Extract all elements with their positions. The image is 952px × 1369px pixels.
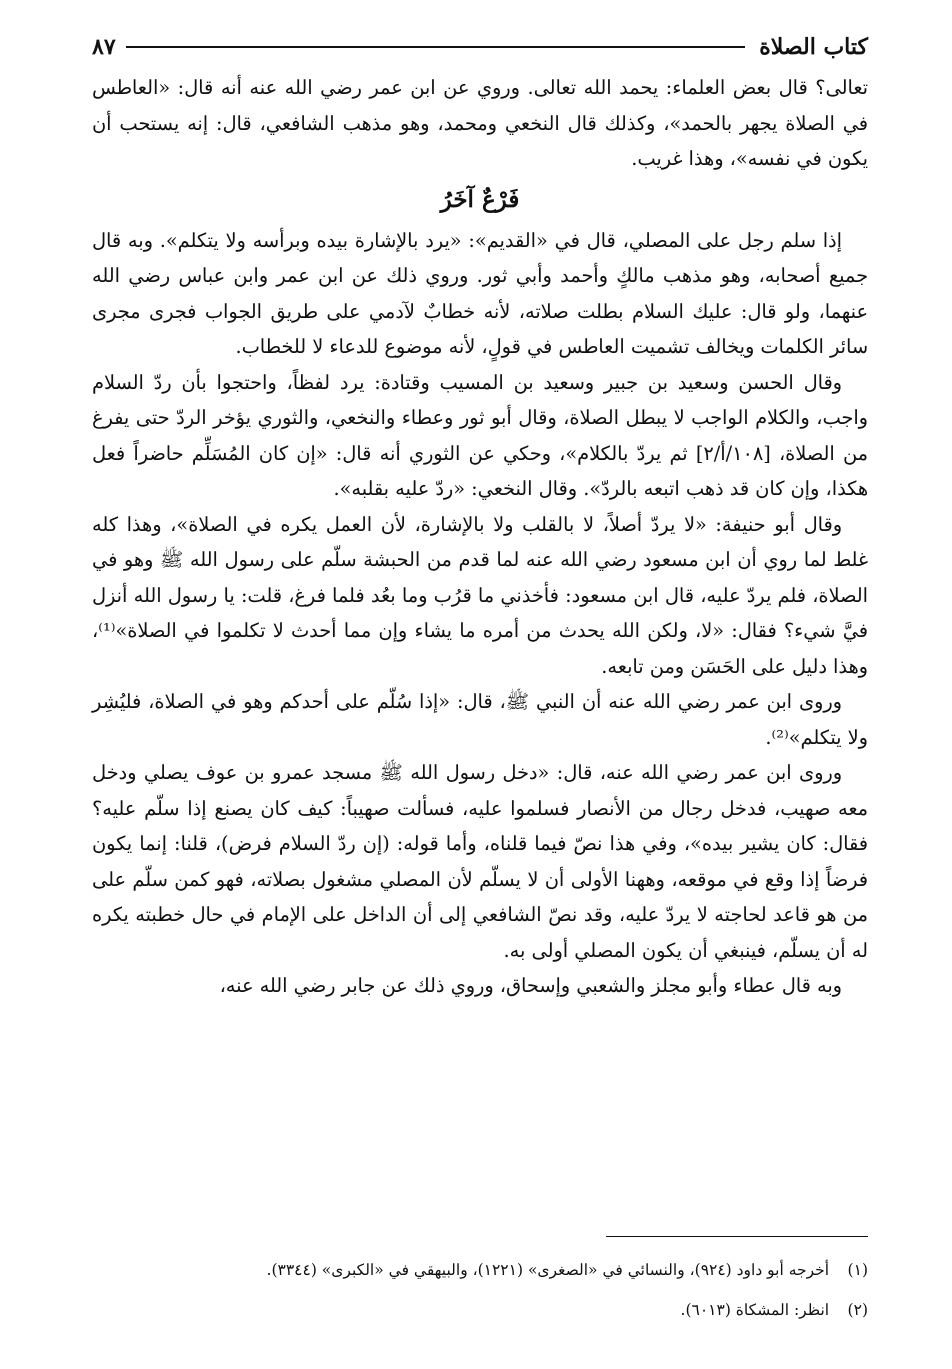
paragraph: وبه قال عطاء وأبو مجلز والشعبي وإسحاق، وروي ذلك عن جابر رضي الله عنه، [219, 974, 842, 997]
footnote-text: أخرجه أبو داود (٩٢٤)، والنسائي في «الصغرى» (١٢٢١)، والبيهقي في «الكبرى» (٣٣٤٤). [266, 1261, 830, 1279]
paragraph: وروى ابن عمر رضي الله عنه، قال: «دخل رسول الله ﷺ مسجد عمرو بن عوف يصلي ودخل معه صهيب، فدخل رجال من الأنصار فسلموا عليه، فسألت صهيباً: كيف كان يصنع إذا سلّم عليه؟ فقال: كان يشير بيده»، وفي هذا نصّ فيما قلناه، وأما قوله: (إن ردّ السلام فرض)، قلنا: إنما يكون فرضاً إذا وقع في موقعه، وههنا الأولى أن لا يسلّم لأن المصلي مشغول بصلاته، فهو كمن سلّم على من هو قاعد لحاجته لا يردّ عليه، وقد نصّ الشافعي إلى أن الداخل على الإمام في حال خطبته يكره له أن يسلّم، فينبغي أن يكون المصلي أولى به. [92, 761, 868, 962]
footnote [92, 1250, 868, 1290]
main-text [92, 70, 868, 1004]
footnote-marker: (١) [847, 1261, 868, 1279]
footnote-text: انظر: المشكاة (٦٠١٣). [680, 1301, 830, 1319]
running-head [92, 28, 868, 66]
footnote [92, 1290, 868, 1330]
paragraph: وقال أبو حنيفة: «لا يردّ أصلاً، لا بالقلب ولا بالإشارة، لأن العمل يكره في الصلاة»، وهذا كله غلط لما روي أن ابن مسعود رضي الله عنه لما قدم من الحبشة سلّم على رسول الله ﷺ وهو في الصلاة، فلم يردّ عليه، قال ابن مسعود: فأخذني ما قرُب وما بعُد فلما فرغ، قلت: يا رسول الله أنزل فيَّ شيء؟ فقال: «لا، ولكن الله يحدث من أمره ما يشاء وإن مما أحدث لا تكلموا في الصلاة»⁽¹⁾، وهذا دليل على الحَسَن ومن تابعه. [92, 512, 868, 678]
section-heading: فَرْعٌ آخَرُ [440, 185, 520, 213]
footnote-marker: (٢) [847, 1301, 868, 1319]
chapter-title: كتاب الصلاة [759, 34, 868, 60]
paragraph-continuation: تعالى؟ قال بعض العلماء: يحمد الله تعالى. وروي عن ابن عمر رضي الله عنه أنه قال: «العاطس في الصلاة يجهر بالحمد»، وكذلك قال النخعي ومحمد، وهو مذهب الشافعي، قال: إنه يستحب أن يكون في نفسه»، وهذا غريب. [92, 76, 868, 170]
footnote-separator [606, 1236, 868, 1237]
header-rule [126, 46, 746, 48]
paragraph: وروى ابن عمر رضي الله عنه أن النبي ﷺ، قال: «إذا سُلّم على أحدكم وهو في الصلاة، فليُشِر ولا يتكلم»⁽²⁾. [92, 690, 868, 749]
paragraph: وقال الحسن وسعيد بن جبير وسعيد بن المسيب وقتادة: يرد لفظاً، واحتجوا بأن ردّ السلام واجب، والكلام الواجب لا يبطل الصلاة، وقال أبو ثور وعطاء والنخعي، والثوري يؤخر الردّ حتى يفرغ من الصلاة، [١٠٨/أ/٢] ثم يردّ بالكلام»، وحكي عن الثوري أنه قال: «إن كان المُسَلِّم حاضراً فعل هكذا، وإن كان قد ذهب اتبعه بالردّ». وقال النخعي: «ردّ عليه بقلبه». [92, 370, 868, 500]
page-number: ٨٧ [92, 34, 116, 60]
paragraph: إذا سلم رجل على المصلي، قال في «القديم»: «يرد بالإشارة بيده وبرأسه ولا يتكلم». وبه قال جميع أصحابه، وهو مذهب مالكٍ وأحمد وأبي ثور. وروي ذلك عن ابن عمر وابن عباس رضي الله عنهما، ولو قال: عليك السلام بطلت صلاته، لأنه خطابٌ لآدمي على طريق الجواب فجرى مجرى سائر الكلمات ويخالف تشميت العاطس في قولٍ، لأنه موضوع للدعاء لا للخطاب. [92, 228, 868, 358]
footnotes [92, 1250, 868, 1330]
book-page [92, 28, 868, 1348]
